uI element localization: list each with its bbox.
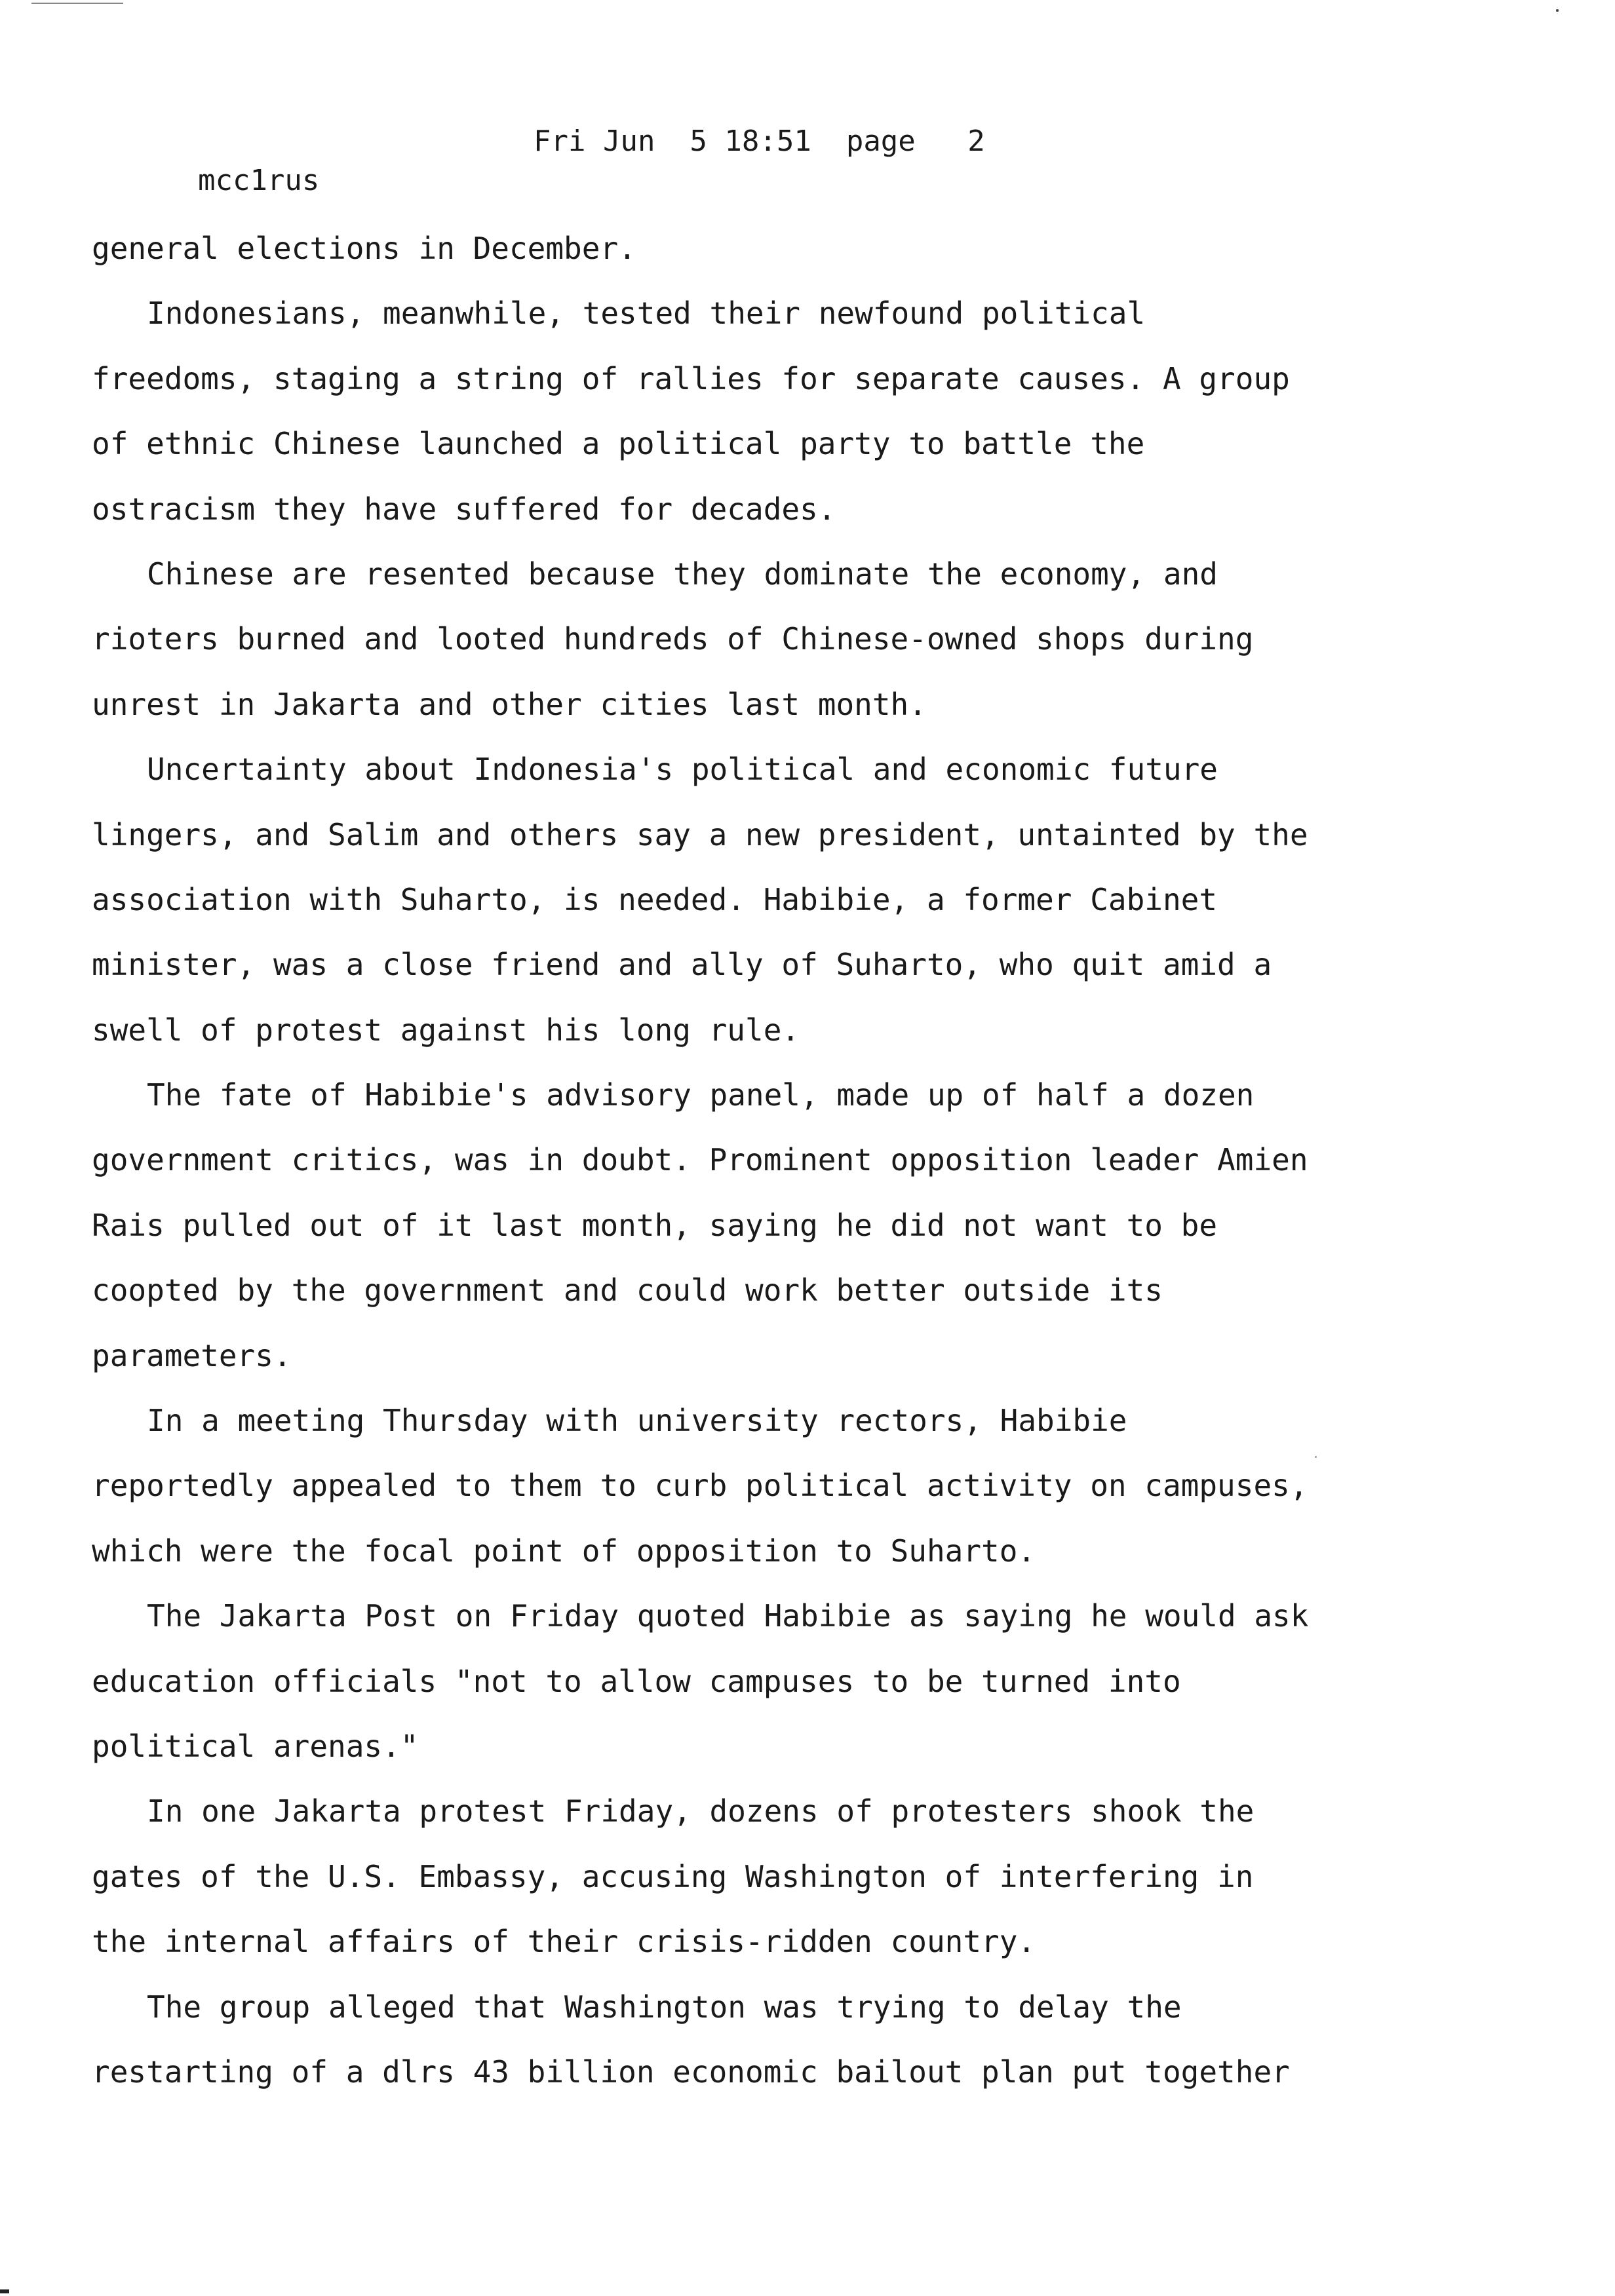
text-line: general elections in December.: [92, 231, 636, 266]
text-line: political arenas.": [92, 1728, 419, 1764]
text-line: government critics, was in doubt. Prominent opposition leader Amien: [92, 1142, 1308, 1178]
text-line: restarting of a dlrs 43 billion economic bailout plan put together: [92, 2054, 1290, 2090]
text-line: Rais pulled out of it last month, saying he did not want to be: [92, 1207, 1218, 1243]
text-line: coopted by the government and could work better outside its: [92, 1272, 1163, 1309]
text-line: The group alleged that Washington was trying to delay the: [147, 1989, 1182, 2025]
text-line: which were the focal point of opposition to Suharto.: [92, 1533, 1036, 1569]
text-line: In one Jakarta protest Friday, dozens of protesters shook the: [147, 1793, 1255, 1829]
text-line: unrest in Jakarta and other cities last month.: [92, 686, 927, 722]
text-line: ostracism they have suffered for decades.: [92, 491, 836, 527]
text-line: of ethnic Chinese launched a political party to battle the: [92, 426, 1145, 462]
scan-speck: [1556, 9, 1559, 12]
text-line: education officials "not to allow campuses to be turned into: [92, 1663, 1181, 1699]
text-line: reportedly appealed to them to curb political activity on campuses,: [92, 1468, 1308, 1504]
scan-edge-mark: [0, 2289, 9, 2293]
text-line: gates of the U.S. Embassy, accusing Washington of interfering in: [92, 1858, 1254, 1894]
text-line: The fate of Habibie's advisory panel, made up of half a dozen: [147, 1077, 1255, 1113]
text-line: Uncertainty about Indonesia's political and economic future: [147, 752, 1218, 788]
article-body: [92, 216, 1534, 2105]
header-date-page: Fri Jun 5 18:51 page 2: [534, 124, 985, 158]
text-line: lingers, and Salim and others say a new president, untainted by the: [92, 816, 1308, 852]
header-filename: mcc1rus: [197, 164, 320, 197]
text-line: In a meeting Thursday with university rectors, Habibie: [147, 1403, 1127, 1439]
text-line: association with Suharto, is needed. Habibie, a former Cabinet: [92, 881, 1218, 917]
text-line: freedoms, staging a string of rallies for separate causes. A group: [92, 360, 1290, 396]
text-line: rioters burned and looted hundreds of Chinese-owned shops during: [92, 621, 1254, 657]
scan-edge-mark: [31, 3, 123, 4]
text-line: The Jakarta Post on Friday quoted Habibie as saying he would ask: [147, 1598, 1309, 1634]
text-line: Chinese are resented because they dominate the economy, and: [147, 556, 1218, 592]
text-line: the internal affairs of their crisis-ridden country.: [92, 1924, 1036, 1960]
text-line: parameters.: [92, 1337, 292, 1373]
scan-speck: [1315, 1456, 1317, 1458]
text-line: Indonesians, meanwhile, tested their newfound political: [147, 296, 1146, 332]
text-line: minister, was a close friend and ally of Suharto, who quit amid a: [92, 947, 1272, 983]
text-line: swell of protest against his long rule.: [92, 1012, 800, 1048]
